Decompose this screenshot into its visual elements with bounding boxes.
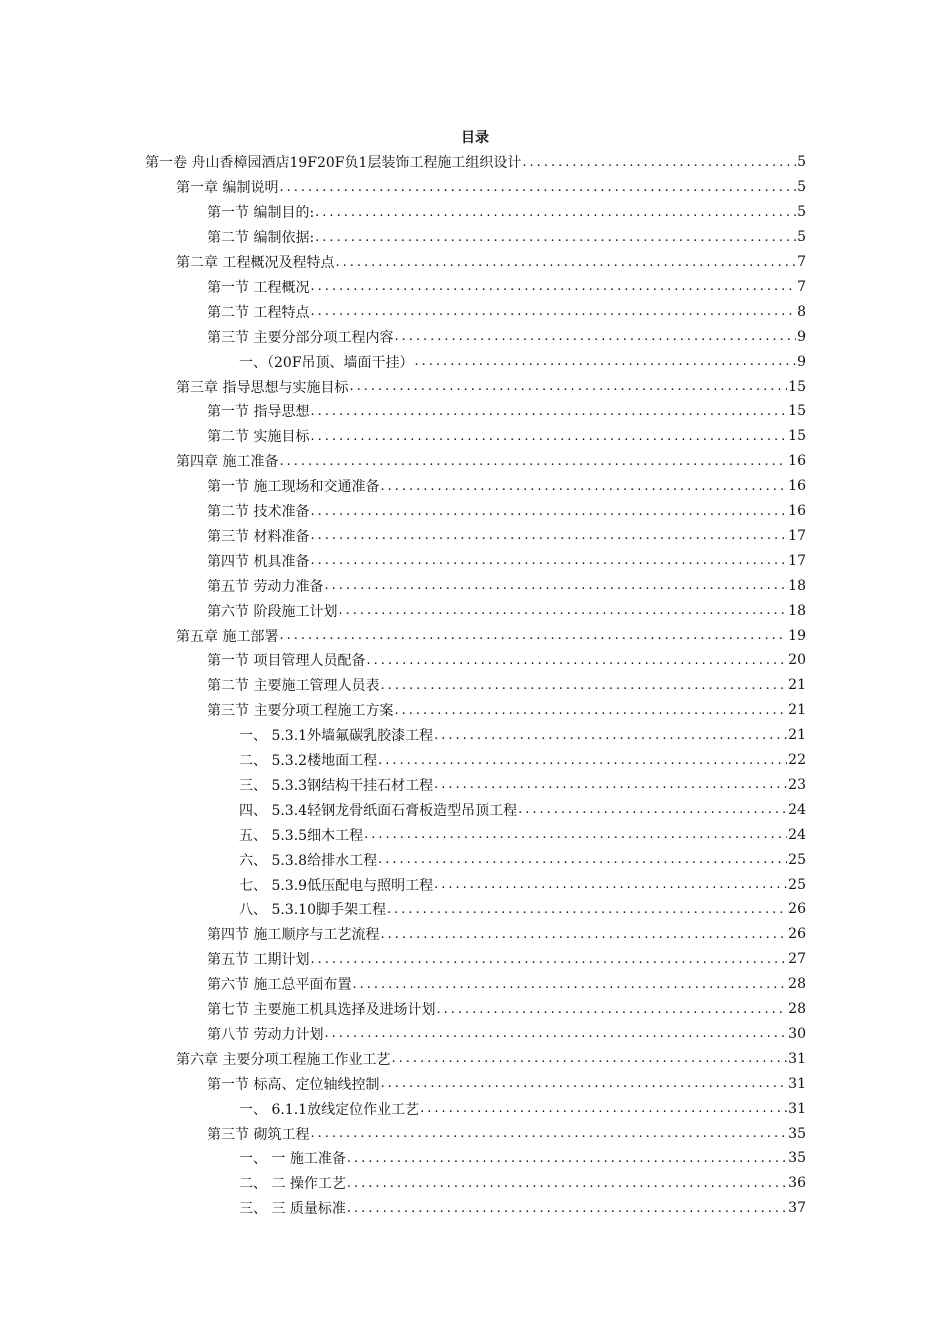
toc-leader-dots <box>310 1126 787 1141</box>
toc-page-number: 26 <box>788 901 806 918</box>
toc-leader-dots <box>378 753 787 768</box>
toc-page-number: 24 <box>788 801 806 818</box>
toc-entry[interactable] <box>207 324 806 349</box>
toc-entry[interactable] <box>239 1171 806 1196</box>
toc-entry[interactable] <box>239 897 806 922</box>
toc-entry[interactable] <box>239 723 806 748</box>
toc-entry-label: 第一节 施工现场和交通准备 <box>207 479 380 496</box>
toc-page-number: 16 <box>788 503 806 520</box>
toc-entry[interactable] <box>176 374 806 399</box>
toc-entry[interactable] <box>176 175 806 200</box>
toc-leader-dots <box>434 728 787 743</box>
toc-entry[interactable] <box>207 424 806 449</box>
toc-leader-dots <box>310 952 787 967</box>
toc-entry[interactable] <box>207 1022 806 1047</box>
toc-leader-dots <box>347 1176 787 1191</box>
toc-page-number: 31 <box>788 1050 806 1067</box>
toc-page-number: 5 <box>797 229 806 246</box>
toc-page-number: 5 <box>797 154 806 171</box>
toc-leader-dots <box>380 479 787 494</box>
toc-leader-dots <box>380 927 787 942</box>
toc-entry-label: 第四章 施工准备 <box>176 454 279 471</box>
toc-entry-label: 第一节 标高、定位轴线控制 <box>207 1076 380 1093</box>
toc-leader-dots <box>315 205 796 220</box>
toc-entry-label: 七、 5.3.9低压配电与照明工程 <box>239 877 434 894</box>
toc-entry-label: 第一卷 舟山香樟园酒店19F20F负1层装饰工程施工组织设计 <box>145 155 522 172</box>
toc-leader-dots <box>352 977 787 992</box>
toc-leader-dots <box>391 1051 787 1066</box>
toc-entry-label: 一、（20F吊顶、墙面干挂） <box>239 354 414 371</box>
toc-entry[interactable] <box>207 1071 806 1096</box>
toc-entry[interactable] <box>207 997 806 1022</box>
toc-entry-label: 第四节 施工顺序与工艺流程 <box>207 927 380 944</box>
toc-entry[interactable] <box>176 250 806 275</box>
toc-leader-dots <box>434 877 787 892</box>
toc-leader-dots <box>380 678 787 693</box>
toc-entry-label: 第一节 指导思想 <box>207 404 310 421</box>
toc-entry[interactable] <box>145 150 806 175</box>
toc-page-number: 23 <box>788 776 806 793</box>
toc-page-number: 9 <box>797 328 806 345</box>
toc-leader-dots <box>310 404 787 419</box>
toc-entry-label: 二、 二 操作工艺 <box>239 1176 346 1193</box>
toc-leader-dots <box>324 578 787 593</box>
toc-page-number: 22 <box>788 752 806 769</box>
toc-leader-dots <box>335 255 796 270</box>
toc-entry-label: 第八节 劳动力计划 <box>207 1026 324 1043</box>
toc-page-number: 35 <box>788 1125 806 1142</box>
toc-page-number: 9 <box>797 353 806 370</box>
toc-leader-dots <box>394 703 787 718</box>
toc-leader-dots <box>347 1151 787 1166</box>
toc-entry-label: 第一章 编制说明 <box>176 180 279 197</box>
toc-entry-label: 一、 5.3.1外墙氟碳乳胶漆工程 <box>239 728 434 745</box>
toc-entry-label: 第二节 实施目标 <box>207 429 310 446</box>
toc-leader-dots <box>380 1076 787 1091</box>
toc-entry[interactable] <box>207 275 806 300</box>
toc-entry-label: 第六章 主要分项工程施工作业工艺 <box>176 1051 391 1068</box>
toc-leader-dots <box>338 603 787 618</box>
toc-entry-label: 第二节 技术准备 <box>207 504 310 521</box>
toc-entry[interactable] <box>207 524 806 549</box>
toc-page-number: 19 <box>788 627 806 644</box>
toc-entry[interactable] <box>207 947 806 972</box>
toc-entry-label: 第六节 施工总平面布置 <box>207 977 352 994</box>
toc-leader-dots <box>310 528 787 543</box>
toc-page-number: 8 <box>797 303 806 320</box>
toc-leader-dots <box>310 304 796 319</box>
toc-page-number: 21 <box>788 677 806 694</box>
toc-page-number: 15 <box>788 403 806 420</box>
toc-entry[interactable] <box>239 1096 806 1121</box>
toc-page-number: 35 <box>788 1150 806 1167</box>
toc-leader-dots <box>387 902 787 917</box>
toc-leader-dots <box>315 230 796 245</box>
toc-entry-label: 第二章 工程概况及程特点 <box>176 255 335 272</box>
toc-leader-dots <box>279 180 796 195</box>
toc-entry[interactable] <box>207 648 806 673</box>
toc-page-number: 16 <box>788 453 806 470</box>
toc-page-number: 25 <box>788 851 806 868</box>
toc-leader-dots <box>310 429 787 444</box>
toc-page-number: 5 <box>797 204 806 221</box>
toc-page-number: 30 <box>788 1025 806 1042</box>
toc-page-number: 7 <box>797 278 806 295</box>
toc-entry-label: 五、 5.3.5细木工程 <box>239 827 364 844</box>
toc-entry[interactable] <box>239 1146 806 1171</box>
toc-entry[interactable] <box>239 847 806 872</box>
toc-page-number: 17 <box>788 552 806 569</box>
toc-entry-label: 一、 6.1.1放线定位作业工艺 <box>239 1101 420 1118</box>
toc-page-number: 25 <box>788 876 806 893</box>
toc-page-number: 31 <box>788 1100 806 1117</box>
toc-entry-label: 第二节 主要施工管理人员表 <box>207 678 380 695</box>
toc-page-number: 26 <box>788 926 806 943</box>
toc-leader-dots <box>349 379 787 394</box>
toc-entry[interactable] <box>207 399 806 424</box>
toc-entry-label: 三、 三 质量标准 <box>239 1201 346 1218</box>
toc-page-number: 37 <box>788 1200 806 1217</box>
toc-entry[interactable] <box>239 349 806 374</box>
toc-entry[interactable] <box>207 474 806 499</box>
toc-title: 目录 <box>461 130 489 146</box>
toc-entry[interactable] <box>239 797 806 822</box>
toc-entry-label: 四、 5.3.4轻钢龙骨纸面石膏板造型吊顶工程 <box>239 802 518 819</box>
toc-leader-dots <box>522 155 796 170</box>
toc-entry-label: 第三节 主要分项工程施工方案 <box>207 703 394 720</box>
toc-entry-label: 第六节 阶段施工计划 <box>207 603 338 620</box>
toc-entry[interactable] <box>207 548 806 573</box>
toc-page-number: 21 <box>788 727 806 744</box>
toc-entry[interactable] <box>239 773 806 798</box>
toc-entry-label: 一、 一 施工准备 <box>239 1151 346 1168</box>
toc-entry[interactable] <box>239 748 806 773</box>
toc-entry-label: 第五章 施工部署 <box>176 628 279 645</box>
toc-page-number: 28 <box>788 976 806 993</box>
toc-page-number: 28 <box>788 1001 806 1018</box>
toc-entry-label: 第一节 编制目的: <box>207 205 315 222</box>
toc-entry-label: 第二节 工程特点 <box>207 304 310 321</box>
toc-entry[interactable] <box>207 922 806 947</box>
toc-page-number: 15 <box>788 428 806 445</box>
toc-leader-dots <box>279 454 787 469</box>
toc-entry-label: 第二节 编制依据: <box>207 230 315 247</box>
toc-leader-dots <box>434 777 787 792</box>
toc-leader-dots <box>378 852 787 867</box>
toc-entry[interactable] <box>207 499 806 524</box>
toc-entry[interactable] <box>239 822 806 847</box>
toc-leader-dots <box>366 653 787 668</box>
toc-entry[interactable] <box>207 598 806 623</box>
toc-entry-label: 第一节 工程概况 <box>207 279 310 296</box>
toc-leader-dots <box>310 553 787 568</box>
toc-entry-label: 二、 5.3.2楼地面工程 <box>239 753 378 770</box>
toc-leader-dots <box>394 329 796 344</box>
toc-entry-label: 第三节 砌筑工程 <box>207 1126 310 1143</box>
toc-leader-dots <box>364 827 787 842</box>
toc-leader-dots <box>279 628 787 643</box>
toc-entry-label: 八、 5.3.10脚手架工程 <box>239 902 386 919</box>
toc-entry-label: 第三节 材料准备 <box>207 528 310 545</box>
toc-entry-label: 第五节 工期计划 <box>207 952 310 969</box>
toc-page-number: 24 <box>788 826 806 843</box>
toc-entry[interactable] <box>207 299 806 324</box>
toc-entry[interactable] <box>207 573 806 598</box>
toc-entry[interactable] <box>207 673 806 698</box>
toc-entry[interactable] <box>176 449 806 474</box>
toc-page-number: 20 <box>788 652 806 669</box>
toc-page-number: 27 <box>788 951 806 968</box>
toc-page-number: 17 <box>788 527 806 544</box>
toc-entry[interactable] <box>239 1196 806 1221</box>
toc-leader-dots <box>347 1201 787 1216</box>
toc-page-number: 15 <box>788 378 806 395</box>
toc-leader-dots <box>310 279 796 294</box>
toc-entry[interactable] <box>207 1121 806 1146</box>
toc-entry[interactable] <box>207 225 806 250</box>
toc-entry[interactable] <box>176 1046 806 1071</box>
toc-entry-label: 六、 5.3.8给排水工程 <box>239 852 378 869</box>
toc-entry-label: 第四节 机具准备 <box>207 553 310 570</box>
toc-leader-dots <box>436 1002 787 1017</box>
toc-page-number: 5 <box>797 179 806 196</box>
toc-leader-dots <box>518 802 787 817</box>
toc-page-number: 21 <box>788 702 806 719</box>
toc-entry-label: 第七节 主要施工机具选择及进场计划 <box>207 1002 436 1019</box>
toc-entry-label: 第三章 指导思想与实施目标 <box>176 379 349 396</box>
toc-page-number: 31 <box>788 1075 806 1092</box>
toc-entry[interactable] <box>207 200 806 225</box>
toc-page-number: 18 <box>788 577 806 594</box>
toc-entry[interactable] <box>176 623 806 648</box>
toc-entry-label: 第五节 劳动力准备 <box>207 578 324 595</box>
toc-entry[interactable] <box>207 698 806 723</box>
toc-page-number: 7 <box>797 254 806 271</box>
toc-entry-label: 三、 5.3.3钢结构干挂石材工程 <box>239 777 434 794</box>
toc-leader-dots <box>420 1101 787 1116</box>
toc-page-number: 18 <box>788 602 806 619</box>
toc-leader-dots <box>310 504 787 519</box>
toc-leader-dots <box>324 1026 787 1041</box>
toc-entry-label: 第三节 主要分部分项工程内容 <box>207 329 394 346</box>
toc-leader-dots <box>415 354 797 369</box>
toc-entry[interactable] <box>207 972 806 997</box>
toc-page-number: 36 <box>788 1175 806 1192</box>
toc-entry-label: 第一节 项目管理人员配备 <box>207 653 366 670</box>
toc-entry[interactable] <box>239 872 806 897</box>
toc-page-number: 16 <box>788 478 806 495</box>
